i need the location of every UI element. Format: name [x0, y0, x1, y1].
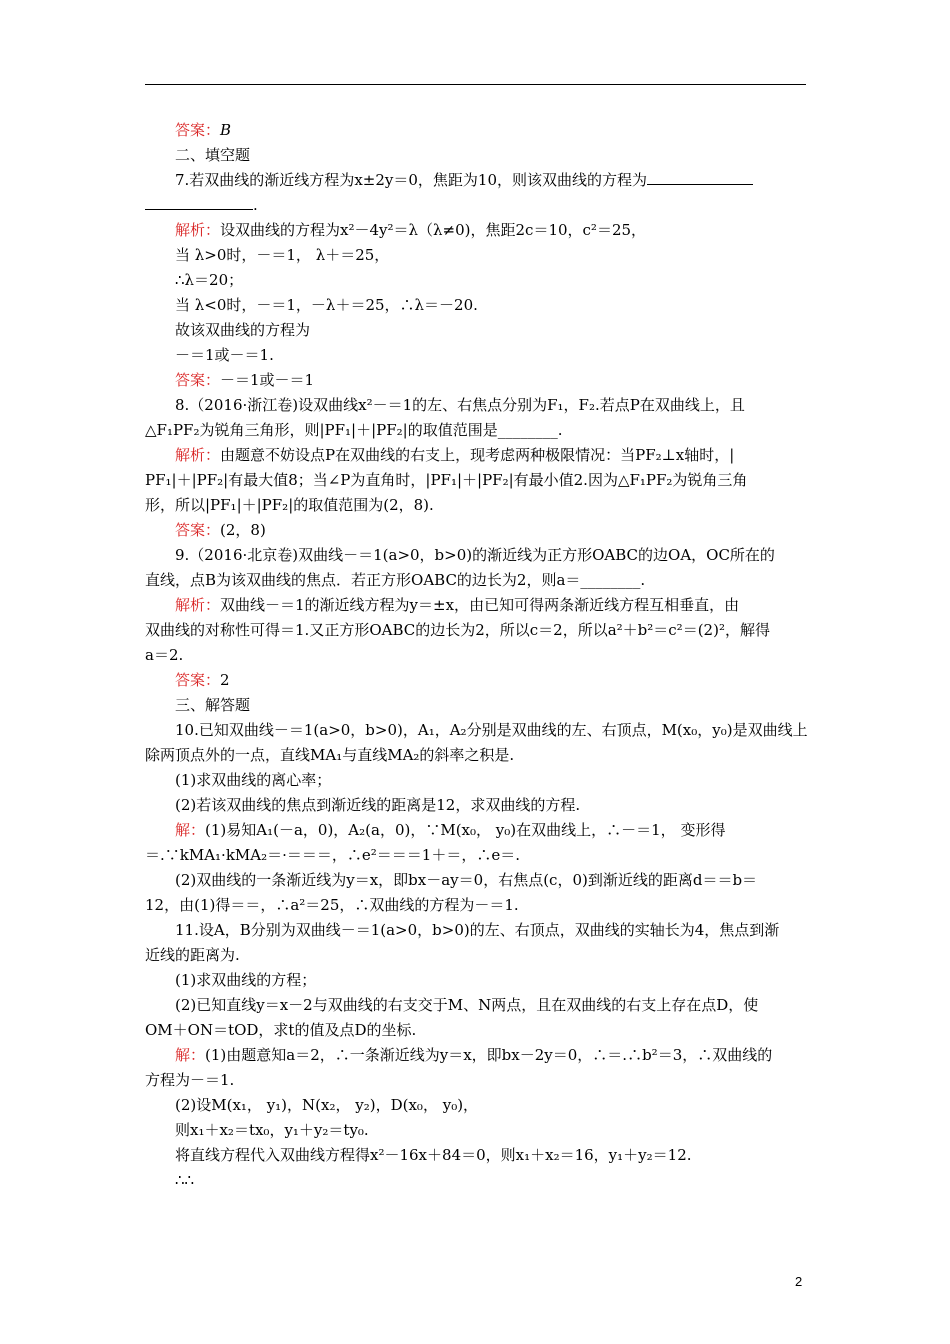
answer-line [145, 518, 806, 543]
answer-label: 答案： [175, 371, 221, 389]
question-text: 9.（2016·北京卷)双曲线－＝1(a>0，b>0)的渐近线为正方形OABC的边OA，OC所在的 [175, 546, 775, 564]
solution-line: 当 λ>0时，－＝1， λ＋＝25， [175, 246, 390, 264]
question-text: 近线的距离为. [145, 946, 240, 964]
answer-blank [647, 168, 753, 185]
page-content [145, 118, 806, 1193]
solution-line: －＝1或－＝1. [175, 346, 274, 364]
solution-line [145, 443, 806, 468]
solution-label: 解： [175, 821, 206, 839]
question-text: 8.（2016·浙江卷)设双曲线x²－＝1的左、右焦点分别为F₁，F₂.若点P在双曲线上，且 [175, 396, 745, 414]
answer-label: 答案： [175, 121, 221, 139]
section-heading: 二、填空题 [175, 146, 251, 164]
solution-text: (1)易知A₁(－a，0)，A₂(a，0)，∵M(x₀， y₀)在双曲线上，∴－＝1， 变形得 [205, 821, 726, 839]
section-heading: 三、解答题 [175, 696, 251, 714]
solution-line: 当 λ<0时，－＝1，－λ＋＝25，∴λ＝－20. [175, 296, 478, 314]
solution-line: 则x₁＋x₂＝tx₀，y₁＋y₂＝ty₀. [175, 1121, 369, 1139]
solution-line [145, 593, 806, 618]
solution-label: 解析： [175, 446, 221, 464]
solution-line: 方程为－＝1. [145, 1071, 235, 1089]
solution-line: 双曲线的对称性可得＝1.又正方形OABC的边长为2，所以c＝2，所以a²＋b²＝c²＝(2)²，解得 [145, 621, 770, 639]
solution-line [145, 1043, 806, 1068]
solution-label: 解析： [175, 221, 221, 239]
solution-line: ∴∴ [175, 1171, 195, 1189]
page-number: 2 [795, 1274, 803, 1289]
solution-line: 将直线方程代入双曲线方程得x²－16x＋84＝0，则x₁＋x₂＝16，y₁＋y₂＝12. [175, 1146, 692, 1164]
answer-blank [145, 193, 253, 210]
answer-line [145, 118, 806, 143]
solution-line [145, 218, 806, 243]
answer-line [145, 668, 806, 693]
answer-value: (2，8) [220, 521, 266, 539]
question-part: (1)求双曲线的方程； [175, 971, 317, 989]
solution-text: 双曲线－＝1的渐近线方程为y＝±x，由已知可得两条渐近线方程互相垂直，由 [220, 596, 740, 614]
solution-label: 解： [175, 1046, 206, 1064]
solution-line: 12，由(1)得＝＝，∴a²＝25，∴双曲线的方程为－＝1. [145, 896, 519, 914]
solution-line: ∴λ＝20； [175, 271, 244, 289]
solution-line: PF₁|＋|PF₂|有最大值8；当∠P为直角时，|PF₁|＋|PF₂|有最小值2.因为△F₁PF₂为锐角三角 [145, 471, 748, 489]
answer-line [145, 368, 806, 393]
solution-line: 故该双曲线的方程为 [175, 321, 311, 339]
solution-text: 由题意不妨设点P在双曲线的右支上，现考虑两种极限情况：当PF₂⊥x轴时，| [220, 446, 735, 464]
solution-line: a＝2. [145, 646, 184, 664]
solution-line: (2)设M(x₁， y₁)，N(x₂， y₂)，D(x₀， y₀)， [175, 1096, 479, 1114]
question-text [145, 168, 806, 193]
solution-label: 解析： [175, 596, 221, 614]
solution-line [145, 818, 806, 843]
question-text [145, 193, 806, 218]
answer-value: 2 [220, 671, 230, 689]
answer-label: 答案： [175, 521, 221, 539]
header-rule [145, 84, 806, 85]
question-text: 直线，点B为该双曲线的焦点．若正方形OABC的边长为2，则a＝________. [145, 571, 646, 589]
question-part: (2)若该双曲线的焦点到渐近线的距离是12，求双曲线的方程. [175, 796, 581, 814]
question-text: 10.已知双曲线－＝1(a>0，b>0)，A₁，A₂分别是双曲线的左、右顶点，M(x₀，y₀)是双曲线上 [175, 721, 808, 739]
solution-line: (2)双曲线的一条渐近线为y＝x，即bx－ay＝0，右焦点(c，0)到渐近线的距离d＝＝b＝ [175, 871, 758, 889]
question-text: 11.设A，B分别为双曲线－＝1(a>0，b>0)的左、右顶点，双曲线的实轴长为4，焦点到渐 [175, 921, 780, 939]
question-part: (1)求双曲线的离心率； [175, 771, 332, 789]
question-part: (2)已知直线y＝x－2与双曲线的右支交于M、N两点，且在双曲线的右支上存在点D，使 [175, 996, 759, 1014]
answer-value: －＝1或－＝1 [220, 371, 315, 389]
solution-text: 设双曲线的方程为x²－4y²＝λ（λ≠0)，焦距2c＝10，c²＝25， [220, 221, 647, 239]
solution-line: ＝.∵kMA₁·kMA₂＝·＝＝＝，∴e²＝＝＝1＋＝，∴e＝. [145, 846, 520, 864]
solution-line: 形，所以|PF₁|＋|PF₂|的取值范围为(2，8). [145, 496, 434, 514]
q7-tail: . [253, 196, 258, 214]
answer-label: 答案： [175, 671, 221, 689]
solution-text: (1)由题意知a＝2，∴一条渐近线为y＝x，即bx－2y＝0，∴＝.∴b²＝3，∴双曲线的 [205, 1046, 773, 1064]
question-text: 除两顶点外的一点，直线MA₁与直线MA₂的斜率之积是. [145, 746, 515, 764]
q7-text: 7.若双曲线的渐近线方程为x±2y＝0，焦距为10，则该双曲线的方程为 [175, 171, 647, 189]
question-part: OM＋ON＝tOD，求t的值及点D的坐标. [145, 1021, 417, 1039]
question-text: △F₁PF₂为锐角三角形，则|PF₁|＋|PF₂|的取值范围是________. [145, 421, 563, 439]
answer-value: B [220, 121, 232, 139]
